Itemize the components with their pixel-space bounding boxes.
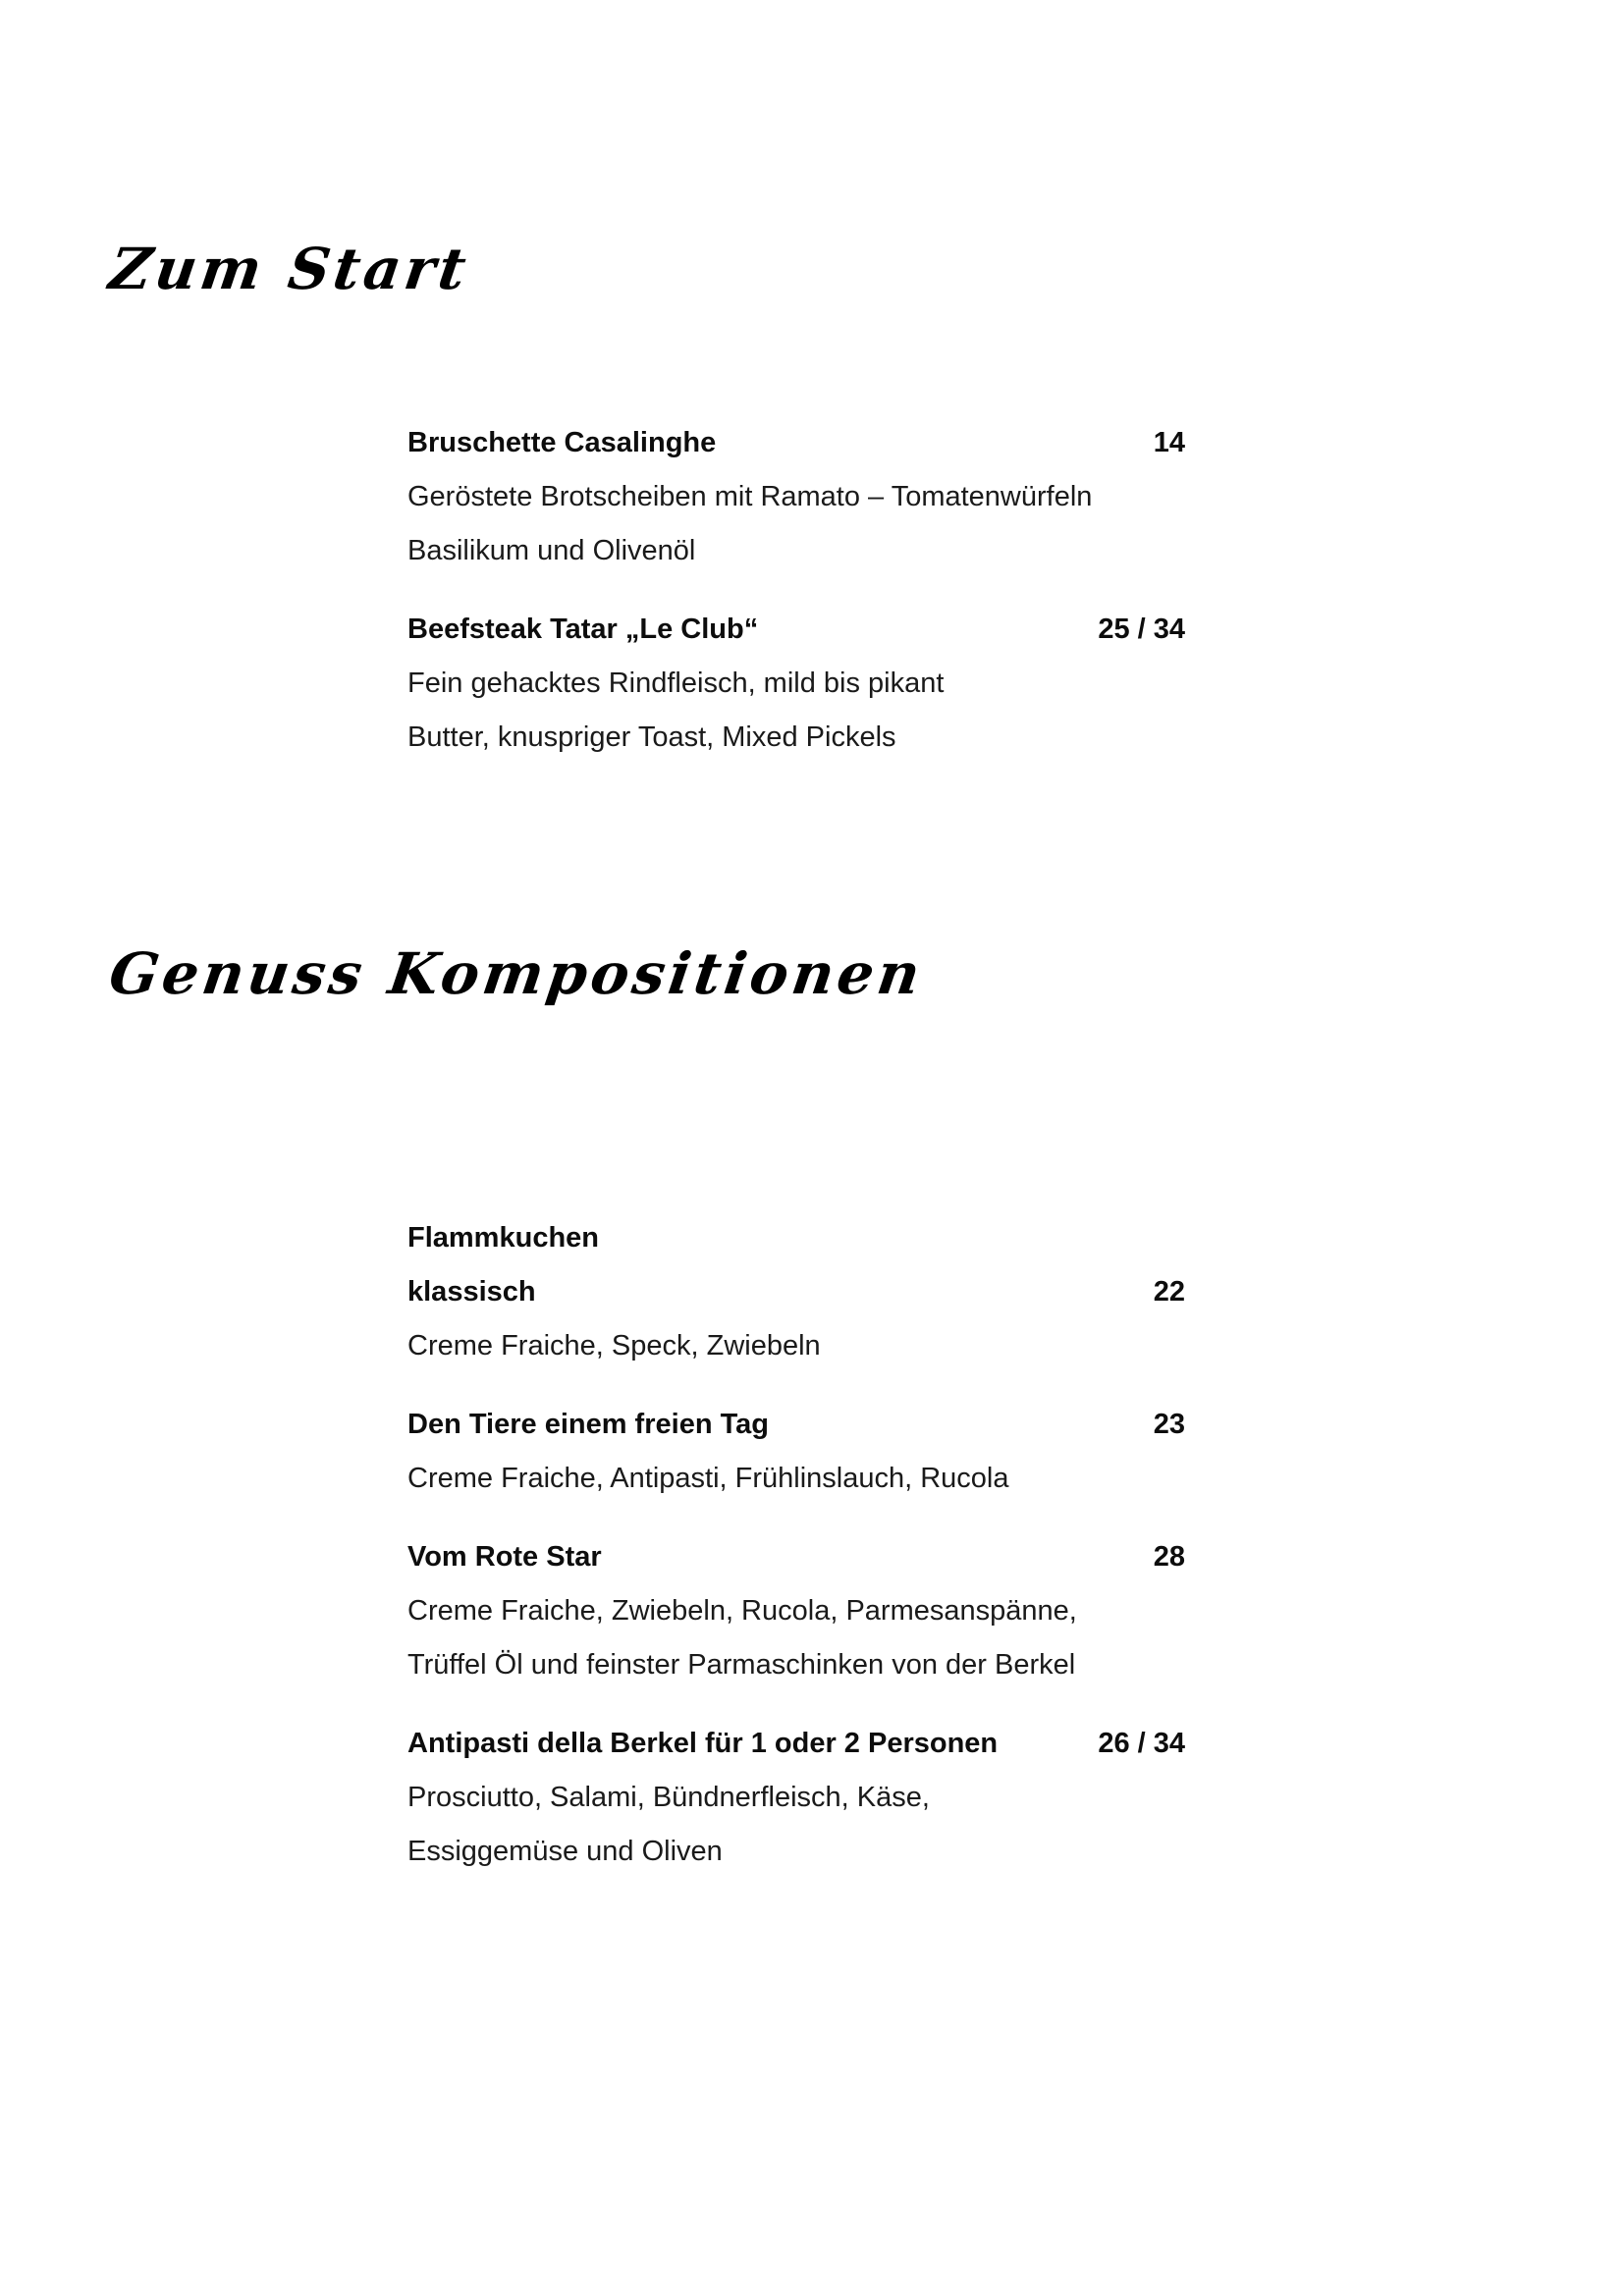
item-name: klassisch	[407, 1276, 536, 1308]
item-name: Flammkuchen	[407, 1222, 599, 1254]
item-description: Creme Fraiche, Speck, Zwiebeln	[407, 1330, 821, 1362]
menu-item-group-title	[407, 1211, 1185, 1265]
item-header	[407, 1717, 1185, 1771]
item-name: Bruschette Casalinghe	[407, 427, 717, 458]
item-header	[407, 416, 1185, 470]
item-name: Beefsteak Tatar „Le Club“	[407, 614, 759, 645]
item-description: Basilikum und Olivenöl	[407, 535, 696, 566]
menu-item	[407, 1398, 1185, 1506]
section-heading-genuss-kompositionen: Genuss Kompositionen	[105, 940, 929, 1007]
menu-item	[407, 603, 1185, 765]
item-description: Prosciutto, Salami, Bündnerfleisch, Käse,	[407, 1782, 930, 1813]
item-name: Antipasti della Berkel für 1 oder 2 Personen	[407, 1728, 999, 1759]
item-price: 28	[1153, 1541, 1185, 1573]
item-name: Vom Rote Star	[407, 1541, 602, 1573]
item-header	[407, 1530, 1185, 1584]
item-description: Trüffel Öl und feinster Parmaschinken von der Berkel	[407, 1649, 1076, 1681]
item-description: Butter, knuspriger Toast, Mixed Pickels	[407, 721, 896, 753]
menu-item	[407, 1265, 1185, 1373]
item-header	[407, 1265, 1185, 1319]
item-description: Creme Fraiche, Zwiebeln, Rucola, Parmesanspänne,	[407, 1595, 1077, 1627]
section-items-zum-start	[407, 416, 1185, 789]
item-price: 14	[1153, 427, 1185, 458]
item-name: Den Tiere einem freien Tag	[407, 1409, 769, 1440]
item-description: Geröstete Brotscheiben mit Ramato – Tomatenwürfeln	[407, 481, 1093, 512]
item-price: 26 / 34	[1098, 1728, 1185, 1759]
item-header	[407, 1398, 1185, 1452]
menu-item	[407, 1530, 1185, 1692]
item-header	[407, 603, 1185, 657]
menu-item	[407, 416, 1185, 578]
section-items-genuss-kompositionen	[407, 1211, 1185, 1903]
menu-item	[407, 1717, 1185, 1879]
section-heading-zum-start: Zum Start	[105, 236, 474, 302]
item-price: 25 / 34	[1098, 614, 1185, 645]
item-description: Creme Fraiche, Antipasti, Frühlinslauch, Rucola	[407, 1463, 1009, 1494]
item-description: Essiggemüse und Oliven	[407, 1836, 723, 1867]
item-price: 22	[1153, 1276, 1185, 1308]
item-price: 23	[1153, 1409, 1185, 1440]
item-header	[407, 1211, 1185, 1265]
item-description: Fein gehacktes Rindfleisch, mild bis pikant	[407, 667, 945, 699]
